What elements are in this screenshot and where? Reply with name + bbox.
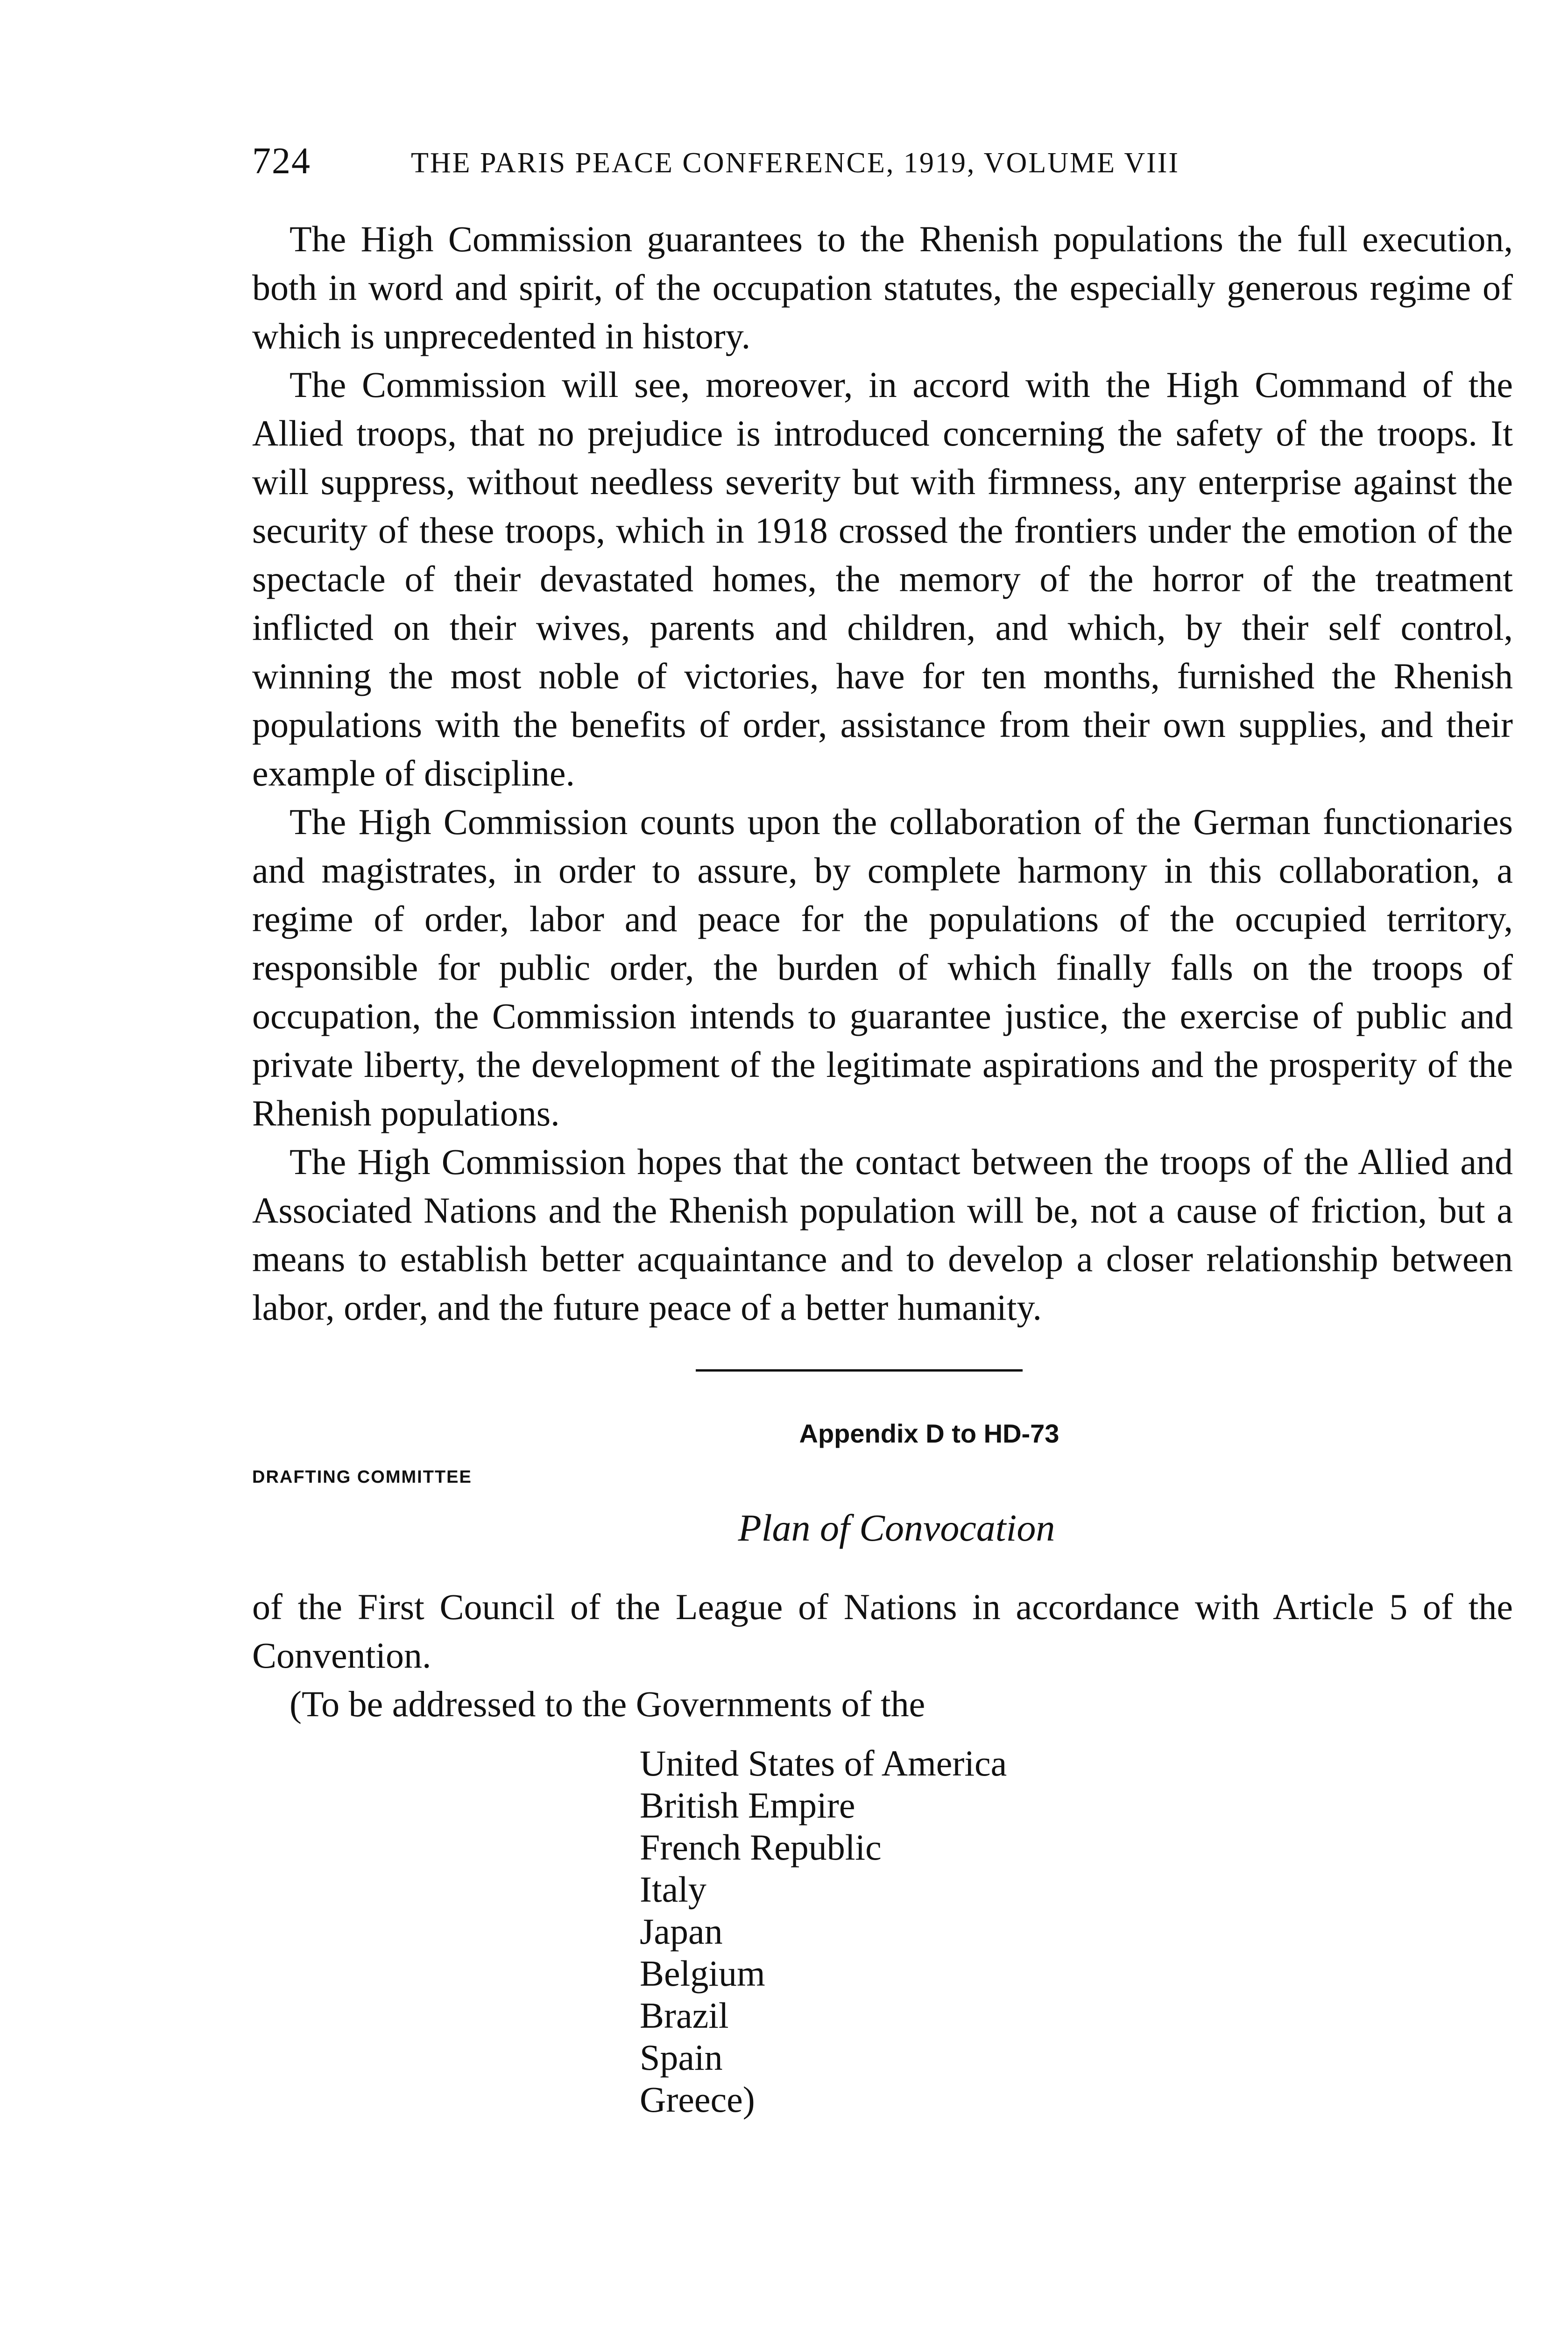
list-item: Greece) bbox=[640, 2079, 755, 2120]
paragraph: The High Commission counts upon the collaboration of the German functionaries and magistrates, in order to assure, by complete harmony in this collaboration, a regime of order, labor and peace for the populations of the occupied territory, responsible for public order, the burden of which finally falls on the troops of occupation, the Commission intends to guarantee justice, the exercise of public and private liberty, the development of the legitimate aspirations and the prosperity of the Rhenish populations. bbox=[252, 801, 1513, 1133]
plan-intro: of the First Council of the League of Nations in accordance with Article 5 of the Convention. bbox=[252, 1586, 1513, 1676]
addressed-line: (To be addressed to the Governments of the bbox=[290, 1684, 925, 1724]
body-text bbox=[252, 215, 1513, 1332]
list-item: Italy bbox=[640, 1869, 706, 1910]
running-title: THE PARIS PEACE CONFERENCE, 1919, VOLUME VIII bbox=[411, 147, 1180, 179]
list-item: Spain bbox=[640, 2037, 723, 2078]
list-item: Belgium bbox=[640, 1953, 765, 1994]
section-divider bbox=[696, 1369, 1023, 1372]
appendix-heading: Appendix D to HD-73 bbox=[799, 1419, 1059, 1448]
document-page bbox=[252, 140, 1513, 2121]
plan-text bbox=[252, 1583, 1513, 1728]
page-number: 724 bbox=[252, 141, 311, 182]
paragraph: The Commission will see, moreover, in accord with the High Command of the Allied troops, that no prejudice is introduced concerning the safety of the troops. It will suppress, without needless severity but with firmness, any enterprise against the security of these troops, which in 1918 crossed the frontiers under the emotion of the spectacle of their devastated homes, the memory of the horror of the treatment inflicted on their wives, parents and children, and which, by their self control, winning the most noble of victories, have for ten months, furnished the Rhenish populations with the benefits of order, assistance from their own supplies, and their example of discipline. bbox=[252, 364, 1513, 793]
committee-label: DRAFTING COMMITTEE bbox=[252, 1467, 472, 1487]
paragraph: The High Commission hopes that the contact between the troops of the Allied and Associated Nations and the Rhenish population will be, not a cause of friction, but a means to establish better acquaintance and to develop a closer relationship between labor, order, and the future peace of a better humanity. bbox=[252, 1141, 1513, 1328]
running-head bbox=[252, 140, 1513, 187]
nations-list bbox=[640, 1742, 1513, 2121]
list-item: Brazil bbox=[640, 1995, 729, 2036]
plan-title: Plan of Convocation bbox=[738, 1507, 1055, 1549]
list-item: French Republic bbox=[640, 1827, 882, 1868]
list-item: Japan bbox=[640, 1911, 723, 1952]
list-item: British Empire bbox=[640, 1785, 855, 1826]
paragraph: The High Commission guarantees to the Rhenish populations the full execution, both in word and spirit, of the occupation statutes, the especially generous regime of which is unprecedented in history. bbox=[252, 219, 1513, 356]
list-item: United States of America bbox=[640, 1743, 1007, 1783]
